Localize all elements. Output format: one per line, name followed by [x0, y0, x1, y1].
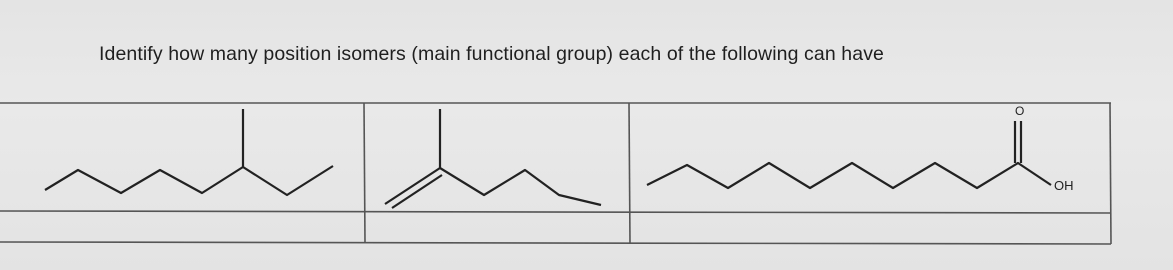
alkene-double-bond-line — [392, 175, 442, 208]
molecule-branched-alkane — [45, 109, 333, 195]
hydroxyl-label: OH — [1054, 178, 1074, 193]
table-bottom-border — [0, 242, 1111, 244]
acid-chain — [647, 163, 1051, 188]
molecule-carboxylic-acid — [647, 121, 1051, 188]
table-row-divider — [0, 211, 1111, 213]
alkene-chain — [385, 168, 601, 205]
table-right-border — [1110, 103, 1111, 244]
carbonyl-oxygen-label: O — [1015, 104, 1025, 118]
column-divider-1 — [364, 103, 365, 243]
column-divider-2 — [629, 103, 630, 244]
alkane-main-chain — [45, 166, 333, 195]
question-text: Identify how many position isomers (main functional group) each of the following can have — [99, 43, 884, 65]
molecule-alkene — [385, 109, 601, 208]
